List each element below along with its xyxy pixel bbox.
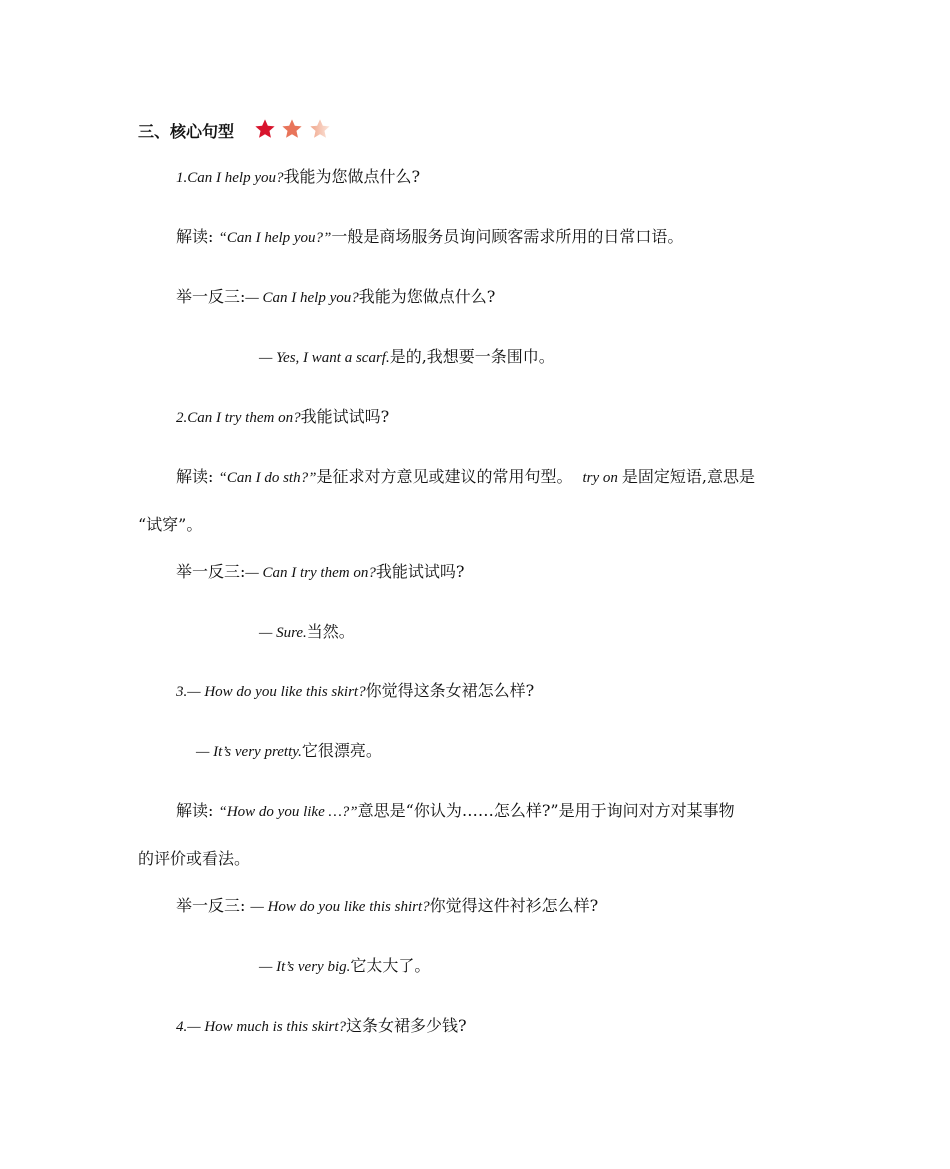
section-heading xyxy=(138,118,331,147)
star-icon xyxy=(254,118,276,140)
sentence-3b: — It’s very pretty.它很漂亮。 xyxy=(196,741,382,760)
sentence-3a: 3.— How do you like this skirt?你觉得这条女裙怎么样? xyxy=(176,681,535,700)
star-icon xyxy=(281,118,303,140)
sentence-2: 2.Can I try them on?我能试试吗? xyxy=(176,407,390,426)
explanation-2-cont: “试穿”。 xyxy=(138,515,203,534)
sentence-1: 1.Can I help you?我能为您做点什么? xyxy=(176,167,421,186)
example-1b: — Yes, I want a scarf.是的,我想要一条围巾。 xyxy=(259,347,555,366)
difficulty-rating xyxy=(254,118,331,147)
example-2a: 举一反三:— Can I try them on?我能试试吗? xyxy=(176,562,465,581)
example-3a: 举一反三: — How do you like this shirt?你觉得这件衬衫怎么样? xyxy=(176,896,599,915)
example-1a: 举一反三:— Can I help you?我能为您做点什么? xyxy=(176,287,496,306)
explanation-2: 解读: “Can I do sth?”是征求对方意见或建议的常用句型。 try on 是固定短语,意思是 xyxy=(176,467,755,486)
star-half-icon xyxy=(309,118,331,140)
section-title: 三、核心句型 xyxy=(138,122,235,141)
sentence-4: 4.— How much is this skirt?这条女裙多少钱? xyxy=(176,1016,467,1035)
example-2b: — Sure.当然。 xyxy=(259,622,355,641)
explanation-1: 解读: “Can I help you?”一般是商场服务员询问顾客需求所用的日常口语。 xyxy=(176,227,684,246)
explanation-3-cont: 的评价或看法。 xyxy=(138,849,251,868)
example-3b: — It’s very big.它太大了。 xyxy=(259,956,431,975)
explanation-3: 解读: “How do you like …?”意思是“你认为……怎么样?”是用于询问对方对某事物 xyxy=(176,801,735,820)
